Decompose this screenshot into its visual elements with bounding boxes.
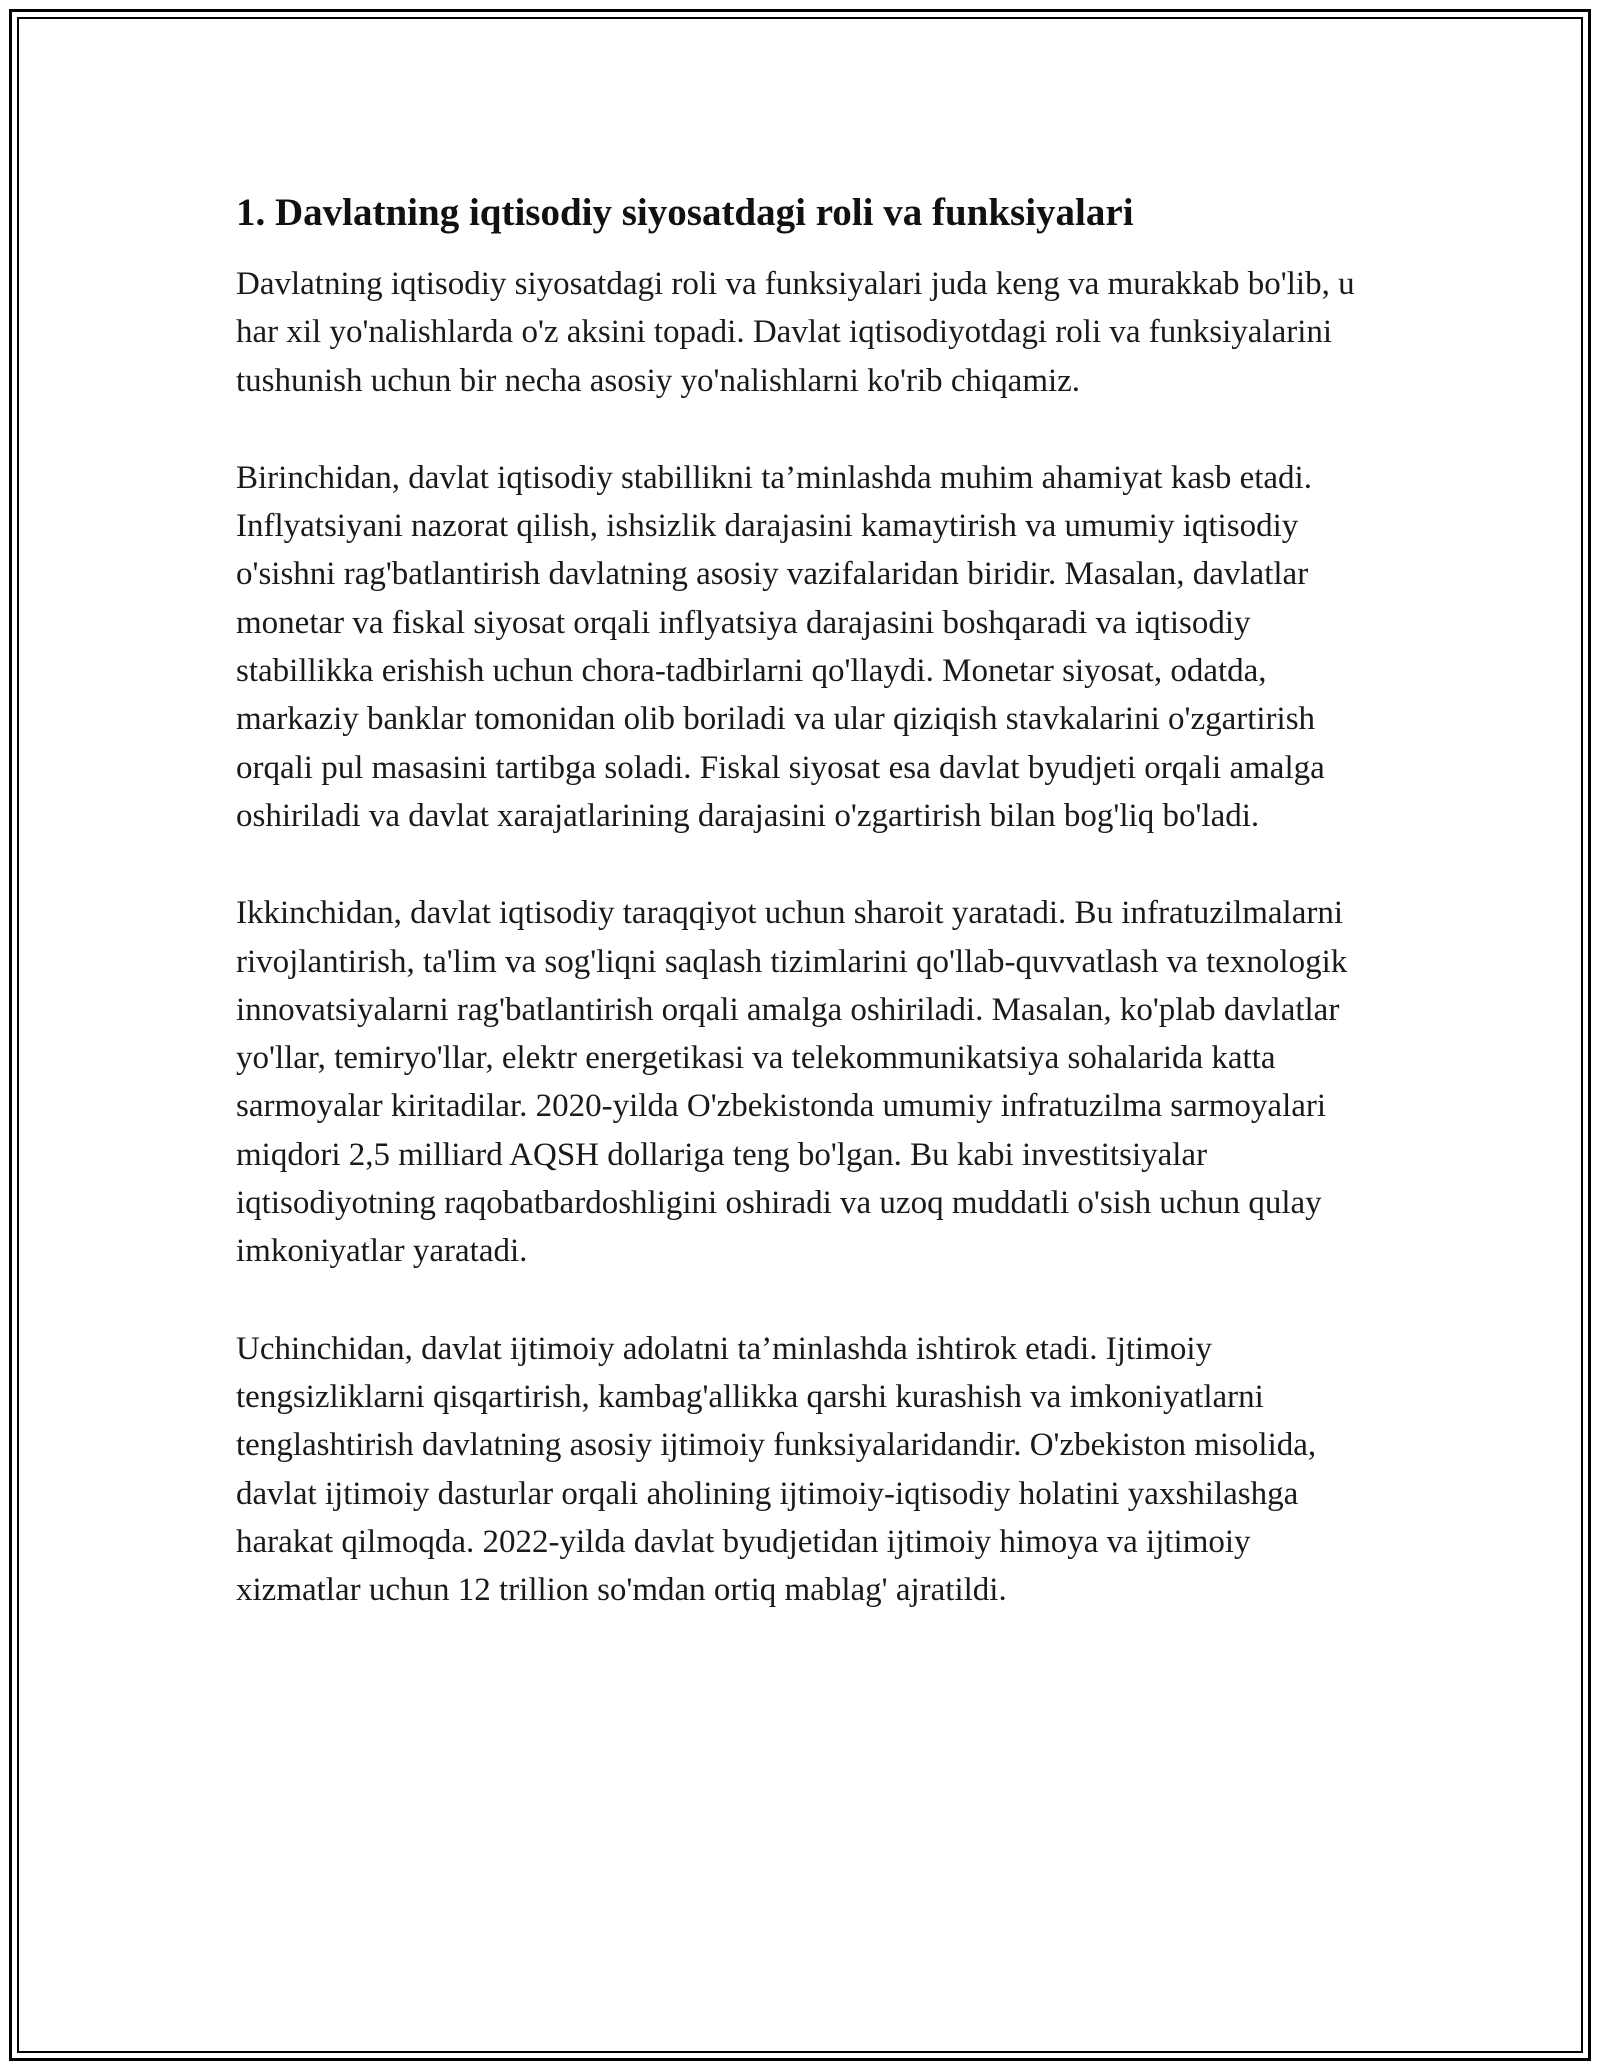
document-body (236, 188, 1366, 1663)
paragraph-second-point: Ikkinchidan, davlat iqtisodiy taraqqiyot uchun sharoit yaratadi. Bu infratuzilmalarni rivojlantirish, ta'lim va sog'liqni saqlash tizimlarini qo'llab-quvvatlash va texnologik innovatsiyalarni rag'batlantirish orqali amalga oshiriladi. Masalan, ko'plab davlatlar yo'llar, temiryo'llar, elektr energetikasi va telekommunikatsiya sohalarida katta sarmoyalar kiritadilar. 2020-yilda O'zbekistonda umumiy infratuzilma sarmoyalari miqdori 2,5 milliard AQSH dollariga teng bo'lgan. Bu kabi investitsiyalar iqtisodiyotning raqobatbardoshligini oshiradi va uzoq muddatli o'sish uchun qulay imkoniyatlar yaratadi. (236, 895, 1348, 1270)
paragraph-third-point: Uchinchidan, davlat ijtimoiy adolatni ta’minlashda ishtirok etadi. Ijtimoiy tengsizliklarni qisqartirish, kambag'allikka qarshi kurashish va imkoniyatlarni tenglashtirish davlatning asosiy ijtimoiy funksiyalaridandir. O'zbekiston misolida, davlat ijtimoiy dasturlar orqali aholining ijtimoiy-iqtisodiy holatini yaxshilashga harakat qilmoqda. 2022-yilda davlat byudjetidan ijtimoiy himoya va ijtimoiy xizmatlar uchun 12 trillion so'mdan ortiq mablag' ajratildi. (236, 1330, 1317, 1609)
section-heading: 1. Davlatning iqtisodiy siyosatdagi roli va funksiyalari (236, 191, 1134, 234)
paragraph-intro: Davlatning iqtisodiy siyosatdagi roli va funksiyalari juda keng va murakkab bo'lib, u har xil yo'nalishlarda o'z aksini topadi. Davlat iqtisodiyotdagi roli va funksiyalarini tushunish uchun bir necha asosiy yo'nalishlarni ko'rib chiqamiz. (236, 266, 1355, 399)
paragraph-first-point: Birinchidan, davlat iqtisodiy stabillikni ta’minlashda muhim ahamiyat kasb etadi. Inflyatsiyani nazorat qilish, ishsizlik darajasini kamaytirish va umumiy iqtisodiy o'sishni rag'batlantirish davlatning asosiy vazifalaridan biridir. Masalan, davlatlar monetar va fiskal siyosat orqali inflyatsiya darajasini boshqaradi va iqtisodiy stabillikka erishish uchun chora-tadbirlarni qo'llaydi. Monetar siyosat, odatda, markaziy banklar tomonidan olib boriladi va ular qiziqish stavkalarini o'zgartirish orqali pul masasini tartibga soladi. Fiskal siyosat esa davlat byudjeti orqali amalga oshiriladi va davlat xarajatlarining darajasini o'zgartirish bilan bog'liq bo'ladi. (236, 459, 1325, 834)
